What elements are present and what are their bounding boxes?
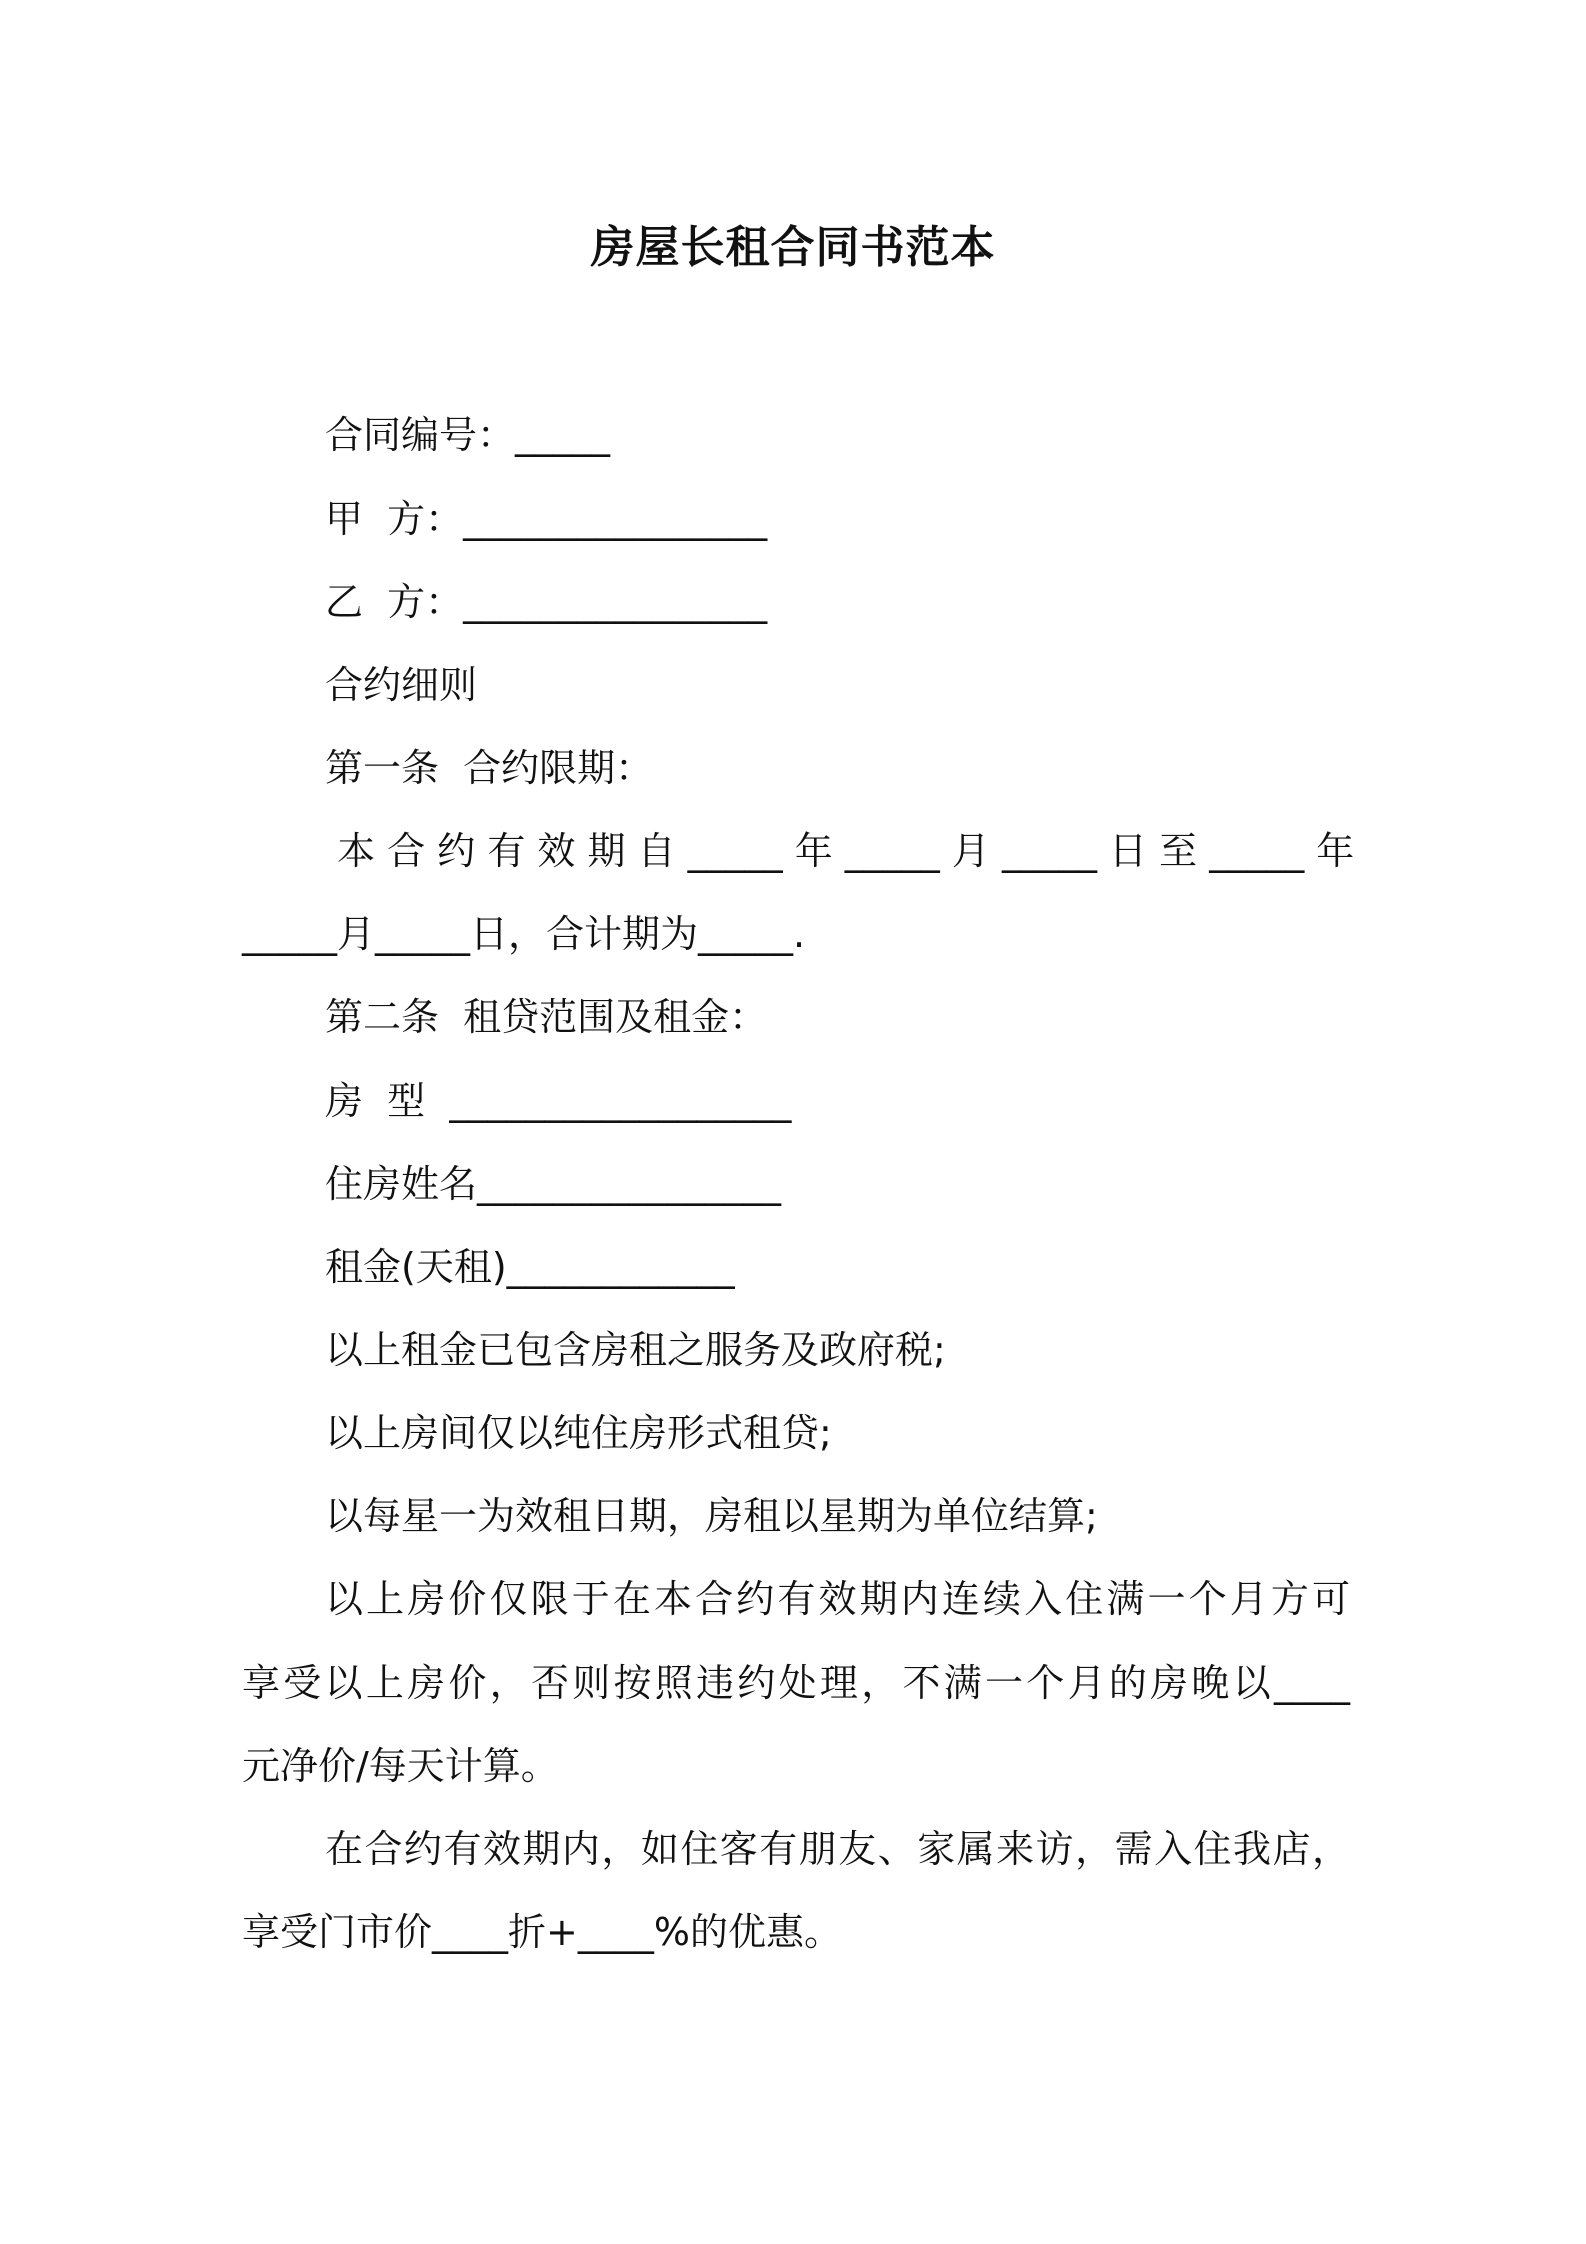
room-type-line: 房 型 __________________ (325, 1079, 792, 1123)
clause-paragraph: 以上房价仅限于在本合约有效期内连续入住满一个月方可 (325, 1577, 1350, 1621)
clause-paragraph: 在合约有效期内，如住客有朋友、家属来访，需入住我店， (325, 1827, 1350, 1871)
clause-paragraph-continued: 享受门市价____折+____%的优惠。 (242, 1910, 842, 1954)
clause-paragraph: 以每星一为效租日期，房租以星期为单位结算; (325, 1494, 1098, 1538)
resident-name-line: 住房姓名________________ (325, 1162, 782, 1206)
clause-paragraph: 以上租金已包含房租之服务及政府税; (325, 1328, 946, 1372)
rent-line: 租金(天租)____________ (325, 1245, 735, 1289)
term-period-line-continued: _____月_____日，合计期为_____. (242, 912, 806, 956)
article-one-heading: 第一条 合约限期： (325, 746, 654, 790)
article-two-heading: 第二条 租贷范围及租金： (325, 995, 768, 1039)
party-a-line: 甲 方：________________ (325, 497, 768, 541)
clause-paragraph-continued: 元净价/每天计算。 (242, 1744, 559, 1788)
document-title: 房屋长租合同书范本 (590, 222, 996, 273)
contract-number-line: 合同编号：_____ (325, 413, 611, 457)
clause-paragraph-continued: 享受以上房价，否则按照违约处理，不满一个月的房晚以____ (242, 1661, 1350, 1705)
section-heading: 合约细则 (325, 663, 478, 707)
clause-paragraph: 以上房间仅以纯住房形式租贷; (325, 1411, 832, 1455)
party-b-line: 乙 方：________________ (325, 580, 768, 624)
term-period-line: 本 合 约 有 效 期 自 _____ 年 _____ 月 _____ 日 至 _____ 年 (325, 829, 1355, 873)
